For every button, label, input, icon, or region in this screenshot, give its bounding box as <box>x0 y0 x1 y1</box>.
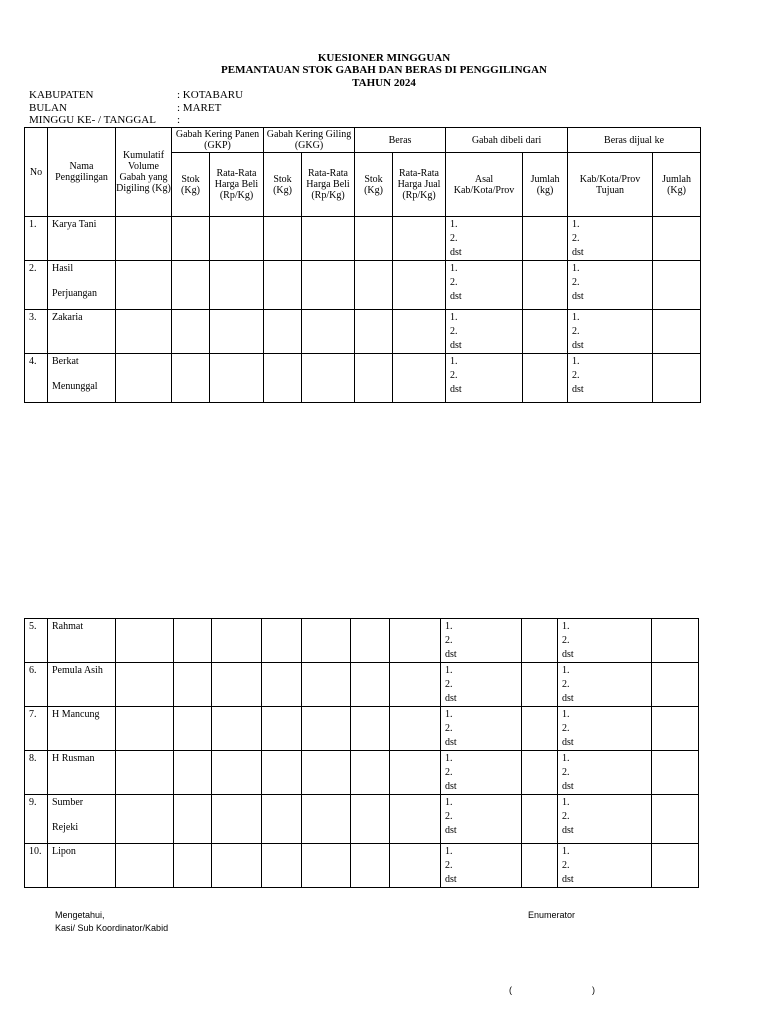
penggilingan-name <box>48 217 116 261</box>
entry-cell[interactable] <box>210 354 264 403</box>
entry-cell[interactable] <box>351 795 390 844</box>
entry-cell[interactable] <box>262 663 302 707</box>
entry-cell-asal-kab-kota-prov[interactable] <box>446 217 523 261</box>
entry-line: 2. <box>450 370 458 381</box>
entry-lines <box>558 795 651 838</box>
entry-lines <box>446 354 522 397</box>
entry-line: 2. <box>572 370 580 381</box>
entry-line: 2. <box>562 767 570 778</box>
table-2-body <box>25 619 699 888</box>
entry-line: 1. <box>562 709 570 720</box>
entry-line: 2. <box>562 723 570 734</box>
entry-cell[interactable] <box>212 795 262 844</box>
entry-line: 2. <box>445 679 453 690</box>
entry-cell-jumlah-asal[interactable] <box>523 354 568 403</box>
entry-lines <box>558 619 651 662</box>
header-gabah-dibeli: Gabah dibeli dari <box>446 128 568 153</box>
entry-line: 1. <box>562 621 570 632</box>
entry-lines <box>446 217 522 260</box>
entry-lines <box>558 844 651 887</box>
header-jumlah-asal: Jumlah (kg) <box>523 153 568 217</box>
entry-cell[interactable] <box>302 354 355 403</box>
entry-cell[interactable] <box>212 844 262 888</box>
entry-lines <box>568 310 652 353</box>
entry-cell[interactable] <box>302 217 355 261</box>
header-gkp-harga-beli: Rata-Rata Harga Beli (Rp/Kg) <box>210 153 264 217</box>
header-nama-penggilingan: Nama Penggilingan <box>48 128 116 217</box>
footer-enumerator: Enumerator <box>528 910 576 920</box>
penggilingan-name <box>48 751 116 795</box>
entry-cell-kab-kota-prov-tujuan[interactable] <box>558 795 652 844</box>
entry-cell[interactable] <box>302 261 355 310</box>
row-number <box>25 751 48 795</box>
entry-cell[interactable] <box>212 619 262 663</box>
entry-line: dst <box>562 649 574 660</box>
penggilingan-name <box>48 663 116 707</box>
row-number <box>25 354 48 403</box>
entry-cell[interactable] <box>174 619 212 663</box>
entry-line: 1. <box>572 263 580 274</box>
entry-cell[interactable] <box>393 261 446 310</box>
entry-cell[interactable] <box>172 354 210 403</box>
entry-line: 1. <box>562 753 570 764</box>
entry-line: dst <box>562 693 574 704</box>
entry-cell[interactable] <box>262 751 302 795</box>
entry-cell-asal-kab-kota-prov[interactable] <box>441 707 522 751</box>
entry-cell[interactable] <box>264 310 302 354</box>
entry-cell[interactable] <box>116 619 174 663</box>
entry-cell[interactable] <box>116 354 172 403</box>
row-number-text: 6. <box>29 665 37 676</box>
penggilingan-name <box>48 310 116 354</box>
entry-cell[interactable] <box>212 663 262 707</box>
meta-label-bulan: BULAN <box>29 102 67 114</box>
entry-line: 2. <box>572 277 580 288</box>
entry-cell[interactable] <box>210 261 264 310</box>
table-row <box>25 354 701 403</box>
entry-cell-kab-kota-prov-tujuan[interactable] <box>558 663 652 707</box>
entry-cell-jumlah-asal[interactable] <box>523 310 568 354</box>
entry-cell-jumlah-asal[interactable] <box>522 707 558 751</box>
entry-line: dst <box>450 247 462 258</box>
signature-paren-close: ) <box>592 985 595 995</box>
entry-cell[interactable] <box>351 844 390 888</box>
entry-cell-jumlah-asal[interactable] <box>522 751 558 795</box>
entry-cell-jumlah-tujuan[interactable] <box>652 844 699 888</box>
meta-value-kabupaten: : KOTABARU <box>177 89 244 101</box>
penggilingan-name-text: Hasil Perjuangan <box>52 263 97 299</box>
entry-cell[interactable] <box>116 844 174 888</box>
entry-cell[interactable] <box>355 217 393 261</box>
entry-line: dst <box>450 291 462 302</box>
entry-lines <box>558 751 651 794</box>
document-title: KUESIONER MINGGUAN <box>317 52 451 64</box>
header-beras-stok: Stok (Kg) <box>355 153 393 217</box>
entry-lines <box>558 707 651 750</box>
entry-cell[interactable] <box>351 751 390 795</box>
entry-cell[interactable] <box>355 310 393 354</box>
penggilingan-name-text: Rahmat <box>52 621 84 632</box>
entry-cell-jumlah-tujuan[interactable] <box>652 751 699 795</box>
row-number-text: 10. <box>29 846 42 857</box>
entry-cell-kab-kota-prov-tujuan[interactable] <box>568 310 653 354</box>
entry-lines <box>441 751 521 794</box>
header-beras-harga-jual: Rata-Rata Harga Jual (Rp/Kg) <box>393 153 446 217</box>
entry-cell[interactable] <box>390 751 441 795</box>
entry-line: dst <box>572 384 584 395</box>
footer-mengetahui: Mengetahui, <box>55 910 105 920</box>
table-row <box>25 261 701 310</box>
entry-line: 1. <box>445 797 453 808</box>
entry-cell[interactable] <box>390 707 441 751</box>
row-number-text: 5. <box>29 621 37 632</box>
entry-cell[interactable] <box>351 663 390 707</box>
entry-cell[interactable] <box>262 795 302 844</box>
entry-cell-kab-kota-prov-tujuan[interactable] <box>558 619 652 663</box>
entry-cell[interactable] <box>264 217 302 261</box>
row-number <box>25 795 48 844</box>
entry-cell-kab-kota-prov-tujuan[interactable] <box>568 354 653 403</box>
entry-line: 2. <box>450 326 458 337</box>
entry-cell[interactable] <box>393 310 446 354</box>
header-beras-dijual: Beras dijual ke <box>568 128 701 153</box>
entry-cell[interactable] <box>174 663 212 707</box>
entry-line: dst <box>445 825 457 836</box>
entry-cell-asal-kab-kota-prov[interactable] <box>446 310 523 354</box>
entry-line: dst <box>445 781 457 792</box>
entry-cell-jumlah-tujuan[interactable] <box>653 261 701 310</box>
entry-line: 1. <box>450 312 458 323</box>
entry-cell[interactable] <box>116 217 172 261</box>
entry-cell-jumlah-tujuan[interactable] <box>652 707 699 751</box>
table-row <box>25 310 701 354</box>
header-gkg-harga-beli: Rata-Rata Harga Beli (Rp/Kg) <box>302 153 355 217</box>
row-number <box>25 310 48 354</box>
penggilingan-name <box>48 795 116 844</box>
entry-line: 2. <box>445 767 453 778</box>
entry-lines <box>568 261 652 304</box>
entry-cell-kab-kota-prov-tujuan[interactable] <box>568 217 653 261</box>
table-row <box>25 217 701 261</box>
penggilingan-name-text: H Rusman <box>52 753 95 764</box>
table-row <box>25 663 699 707</box>
entry-cell[interactable] <box>174 844 212 888</box>
entry-cell-kab-kota-prov-tujuan[interactable] <box>558 707 652 751</box>
entry-line: dst <box>562 825 574 836</box>
entry-cell[interactable] <box>262 844 302 888</box>
table-1-body <box>25 217 701 403</box>
entry-cell-jumlah-asal[interactable] <box>523 217 568 261</box>
entry-line: 2. <box>562 635 570 646</box>
header-tujuan: Kab/Kota/Prov Tujuan <box>568 153 653 217</box>
entry-cell[interactable] <box>210 310 264 354</box>
penggilingan-name-text: Pemula Asih <box>52 665 103 676</box>
entry-line: 1. <box>572 219 580 230</box>
header-no: No <box>25 128 48 217</box>
entry-cell[interactable] <box>302 707 351 751</box>
entry-cell-jumlah-asal[interactable] <box>522 795 558 844</box>
entry-cell[interactable] <box>393 217 446 261</box>
row-number-text: 9. <box>29 797 37 808</box>
entry-cell-jumlah-tujuan[interactable] <box>652 795 699 844</box>
entry-cell[interactable] <box>172 217 210 261</box>
entry-line: 1. <box>445 709 453 720</box>
entry-line: 2. <box>445 811 453 822</box>
entry-line: 2. <box>572 326 580 337</box>
entry-line: 1. <box>450 263 458 274</box>
entry-cell[interactable] <box>264 261 302 310</box>
row-number <box>25 663 48 707</box>
entry-line: dst <box>572 291 584 302</box>
entry-cell[interactable] <box>390 663 441 707</box>
entry-cell-asal-kab-kota-prov[interactable] <box>441 619 522 663</box>
entry-cell-jumlah-tujuan[interactable] <box>653 217 701 261</box>
row-number-text: 2. <box>29 263 37 274</box>
entry-line: 1. <box>562 665 570 676</box>
entry-line: 2. <box>562 860 570 871</box>
row-number <box>25 619 48 663</box>
penggilingan-name <box>48 619 116 663</box>
entry-cell[interactable] <box>351 619 390 663</box>
header-jumlah-tujuan: Jumlah (Kg) <box>653 153 701 217</box>
entry-line: dst <box>562 737 574 748</box>
header-gkp: Gabah Kering Panen (GKP) <box>172 128 264 153</box>
header-asal: Asal Kab/Kota/Prov <box>446 153 523 217</box>
entry-cell[interactable] <box>264 354 302 403</box>
entry-cell-jumlah-tujuan[interactable] <box>653 354 701 403</box>
entry-cell[interactable] <box>302 619 351 663</box>
document-subtitle: PEMANTAUAN STOK GABAH DAN BERAS DI PENGGILINGAN <box>221 64 547 76</box>
entry-cell[interactable] <box>116 751 174 795</box>
entry-lines <box>441 663 521 706</box>
header-gkg-stok: Stok (Kg) <box>264 153 302 217</box>
entry-cell[interactable] <box>174 795 212 844</box>
entry-line: 2. <box>445 860 453 871</box>
entry-line: 1. <box>445 665 453 676</box>
entry-lines <box>441 795 521 838</box>
penggilingan-name <box>48 261 116 310</box>
entry-cell-jumlah-asal[interactable] <box>522 619 558 663</box>
entry-cell-asal-kab-kota-prov[interactable] <box>441 751 522 795</box>
entry-cell-jumlah-tujuan[interactable] <box>653 310 701 354</box>
entry-cell[interactable] <box>116 663 174 707</box>
entry-lines <box>568 354 652 397</box>
penggilingan-name-text: Karya Tani <box>52 219 97 230</box>
entry-cell[interactable] <box>390 619 441 663</box>
entry-cell[interactable] <box>262 619 302 663</box>
entry-line: 2. <box>450 277 458 288</box>
entry-lines <box>446 261 522 304</box>
questionnaire-table-1 <box>24 127 701 403</box>
entry-cell-asal-kab-kota-prov[interactable] <box>446 354 523 403</box>
entry-line: dst <box>445 737 457 748</box>
document-year: TAHUN 2024 <box>352 77 416 89</box>
entry-line: 2. <box>450 233 458 244</box>
entry-line: 1. <box>572 356 580 367</box>
table-row <box>25 751 699 795</box>
entry-line: 1. <box>445 621 453 632</box>
entry-lines <box>558 663 651 706</box>
entry-cell-asal-kab-kota-prov[interactable] <box>446 261 523 310</box>
entry-cell-jumlah-asal[interactable] <box>523 261 568 310</box>
entry-cell-jumlah-tujuan[interactable] <box>652 619 699 663</box>
header-gkp-stok: Stok (Kg) <box>172 153 210 217</box>
entry-cell-kab-kota-prov-tujuan[interactable] <box>558 844 652 888</box>
entry-cell[interactable] <box>212 751 262 795</box>
entry-cell[interactable] <box>116 310 172 354</box>
signature-paren-open: ( <box>509 985 512 995</box>
penggilingan-name <box>48 844 116 888</box>
row-number <box>25 707 48 751</box>
entry-cell[interactable] <box>302 844 351 888</box>
entry-cell[interactable] <box>393 354 446 403</box>
entry-line: dst <box>445 874 457 885</box>
entry-cell[interactable] <box>172 261 210 310</box>
entry-cell[interactable] <box>174 751 212 795</box>
entry-line: dst <box>445 649 457 660</box>
table-row <box>25 844 699 888</box>
row-number <box>25 261 48 310</box>
entry-cell[interactable] <box>174 707 212 751</box>
entry-line: 1. <box>445 753 453 764</box>
entry-line: 2. <box>445 635 453 646</box>
entry-line: 1. <box>450 356 458 367</box>
header-gkg: Gabah Kering Giling (GKG) <box>264 128 355 153</box>
row-number-text: 8. <box>29 753 37 764</box>
entry-cell[interactable] <box>390 844 441 888</box>
entry-cell[interactable] <box>116 261 172 310</box>
entry-line: 1. <box>450 219 458 230</box>
entry-line: dst <box>572 247 584 258</box>
entry-line: dst <box>562 781 574 792</box>
entry-lines <box>446 310 522 353</box>
entry-cell[interactable] <box>351 707 390 751</box>
entry-cell-kab-kota-prov-tujuan[interactable] <box>558 751 652 795</box>
penggilingan-name-text: Zakaria <box>52 312 83 323</box>
entry-cell[interactable] <box>116 795 174 844</box>
meta-value-minggu: : <box>177 114 181 126</box>
table-row <box>25 795 699 844</box>
entry-line: dst <box>450 340 462 351</box>
entry-cell[interactable] <box>302 795 351 844</box>
entry-line: 2. <box>562 811 570 822</box>
penggilingan-name <box>48 354 116 403</box>
penggilingan-name-text: Sumber Rejeki <box>52 797 84 833</box>
table-row <box>25 619 699 663</box>
entry-line: 2. <box>445 723 453 734</box>
row-number-text: 3. <box>29 312 37 323</box>
entry-line: 1. <box>562 846 570 857</box>
meta-value-bulan: : MARET <box>177 102 222 114</box>
header-beras: Beras <box>355 128 446 153</box>
entry-cell-asal-kab-kota-prov[interactable] <box>441 844 522 888</box>
entry-cell[interactable] <box>212 707 262 751</box>
entry-line: 2. <box>562 679 570 690</box>
entry-cell[interactable] <box>355 261 393 310</box>
entry-cell-jumlah-asal[interactable] <box>522 663 558 707</box>
row-number <box>25 217 48 261</box>
entry-line: 1. <box>562 797 570 808</box>
row-number-text: 1. <box>29 219 37 230</box>
entry-cell[interactable] <box>116 707 174 751</box>
entry-line: dst <box>450 384 462 395</box>
entry-cell[interactable] <box>302 310 355 354</box>
penggilingan-name-text: H Mancung <box>52 709 100 720</box>
entry-lines <box>441 619 521 662</box>
penggilingan-name-text: Lipon <box>52 846 76 857</box>
penggilingan-name <box>48 707 116 751</box>
entry-cell-kab-kota-prov-tujuan[interactable] <box>568 261 653 310</box>
entry-cell-jumlah-tujuan[interactable] <box>652 663 699 707</box>
entry-line: dst <box>562 874 574 885</box>
entry-line: dst <box>572 340 584 351</box>
footer-jabatan: Kasi/ Sub Koordinator/Kabid <box>55 923 169 933</box>
entry-lines <box>441 707 521 750</box>
penggilingan-name-text: Berkat Menunggal <box>52 356 98 392</box>
entry-cell-asal-kab-kota-prov[interactable] <box>441 795 522 844</box>
entry-cell[interactable] <box>302 663 351 707</box>
entry-cell[interactable] <box>210 217 264 261</box>
entry-cell[interactable] <box>262 707 302 751</box>
entry-lines <box>568 217 652 260</box>
entry-line: 1. <box>572 312 580 323</box>
meta-label-kabupaten: KABUPATEN <box>29 89 94 101</box>
entry-cell-asal-kab-kota-prov[interactable] <box>441 663 522 707</box>
entry-line: dst <box>445 693 457 704</box>
questionnaire-table-2 <box>24 618 699 888</box>
entry-line: 2. <box>572 233 580 244</box>
entry-cell[interactable] <box>390 795 441 844</box>
entry-lines <box>441 844 521 887</box>
row-number-text: 7. <box>29 709 37 720</box>
row-number <box>25 844 48 888</box>
entry-cell[interactable] <box>355 354 393 403</box>
header-kumulatif: Kumulatif Volume Gabah yang Digiling (Kg) <box>116 128 172 217</box>
table-row <box>25 707 699 751</box>
entry-cell-jumlah-asal[interactable] <box>522 844 558 888</box>
entry-cell[interactable] <box>302 751 351 795</box>
entry-cell[interactable] <box>172 310 210 354</box>
row-number-text: 4. <box>29 356 37 367</box>
entry-line: 1. <box>445 846 453 857</box>
meta-label-minggu: MINGGU KE- / TANGGAL <box>29 114 156 126</box>
